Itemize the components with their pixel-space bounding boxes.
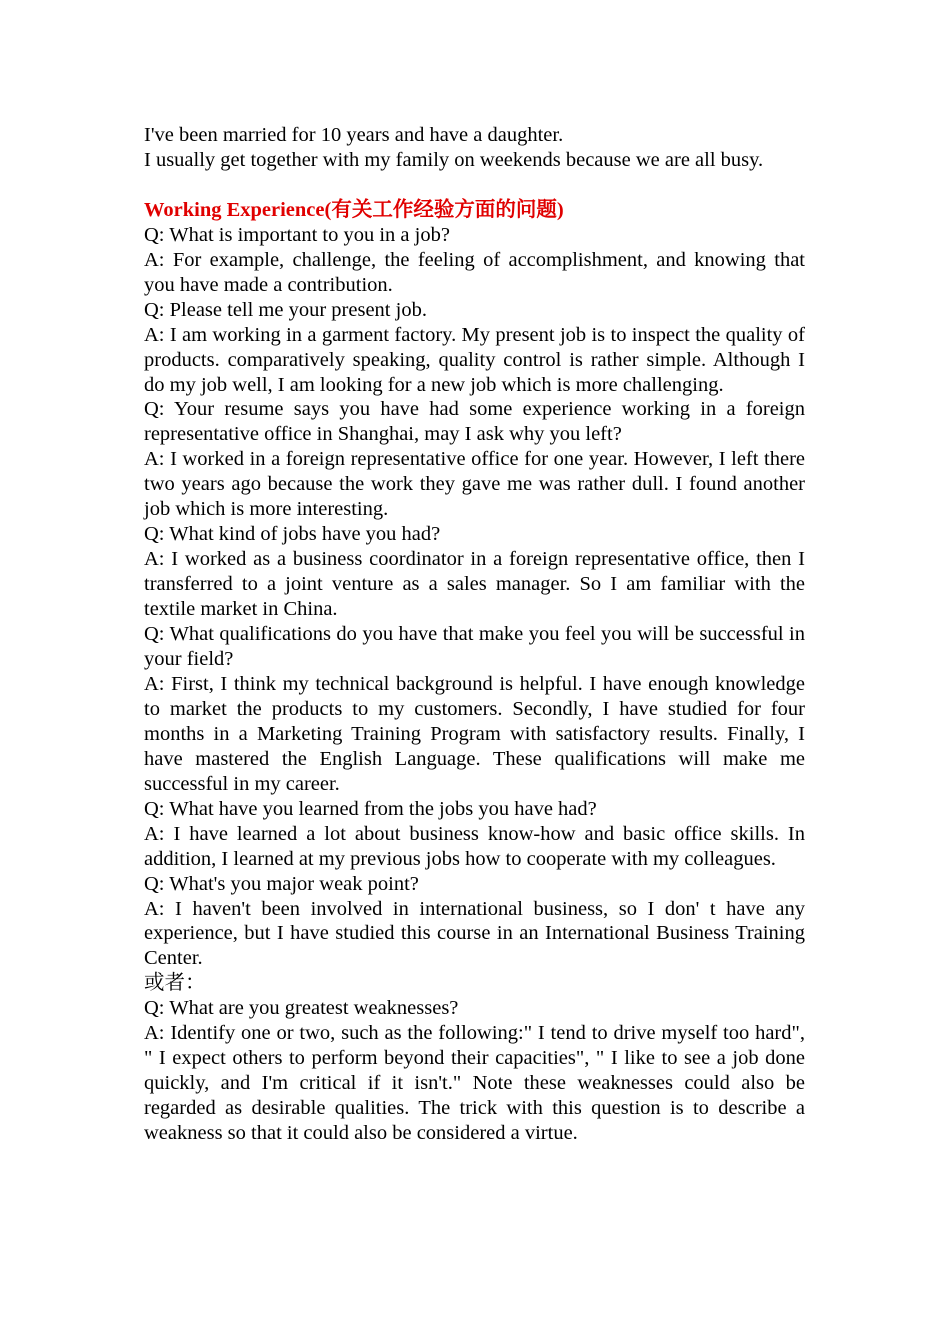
answer-kind-of-jobs: A: I worked as a business coordinator in a foreign representative office, then I transferred to a joint venture as a sales manager. So I am familiar with the textile market in China.	[144, 548, 805, 621]
question-present-job: Q: Please tell me your present job.	[144, 298, 427, 321]
answer-weak-point: A: I haven't been involved in international business, so I don' t have any experience, but I have studied this course in an International Business Training Center.	[144, 897, 805, 970]
answer-present-job: A: I am working in a garment factory. My present job is to inspect the quality of products. comparatively speaking, quality control is rather simple. Although I do my job well, I am looking for a new job which is more challenging.	[144, 323, 805, 396]
blank-line	[144, 173, 805, 198]
alternative-label: 或者：	[144, 972, 206, 995]
answer-important-in-job: A: For example, challenge, the feeling of accomplishment, and knowing that you have made a contribution.	[144, 248, 805, 296]
section-heading: Working Experience(有关工作经验方面的问题)	[144, 198, 564, 221]
intro-paragraph-1: I've been married for 10 years and have a daughter.	[144, 124, 564, 146]
question-greatest-weaknesses: Q: What are you greatest weaknesses?	[144, 997, 459, 1020]
answer-greatest-weaknesses: A: Identify one or two, such as the following:" I tend to drive myself too hard", " I expect others to perform beyond their capacities", " I like to see a job done quickly, and I'm critical if it isn't." Note these weaknesses could also be regarded as desirable qualities. The trick with this question is to describe a weakness so that it could also be considered a virtue.	[144, 1022, 805, 1145]
answer-qualifications: A: First, I think my technical background is helpful. I have enough knowledge to market the products to my customers. Secondly, I have studied for four months in a Marketing Training Program with satisfactory results. Finally, I have mastered the English Language. These qualifications will make me successful in my career.	[144, 672, 805, 795]
question-learned: Q: What have you learned from the jobs you have had?	[144, 797, 597, 820]
intro-paragraph-2: I usually get together with my family on weekends because we are all busy.	[144, 148, 764, 171]
question-important-in-job: Q: What is important to you in a job?	[144, 223, 450, 246]
question-why-left: Q: Your resume says you have had some experience working in a foreign representative office in Shanghai, may I ask why you left?	[144, 398, 805, 446]
answer-why-left: A: I worked in a foreign representative office for one year. However, I left there two years ago because the work they gave me was rather dull. I found another job which is more interesting.	[144, 448, 805, 521]
question-weak-point: Q: What's you major weak point?	[144, 872, 419, 895]
question-kind-of-jobs: Q: What kind of jobs have you had?	[144, 523, 441, 546]
document-page	[144, 123, 805, 1146]
question-qualifications: Q: What qualifications do you have that make you feel you will be successful in your field?	[144, 623, 805, 670]
answer-learned: A: I have learned a lot about business know-how and basic office skills. In addition, I learned at my previous jobs how to cooperate with my colleagues.	[144, 822, 805, 870]
